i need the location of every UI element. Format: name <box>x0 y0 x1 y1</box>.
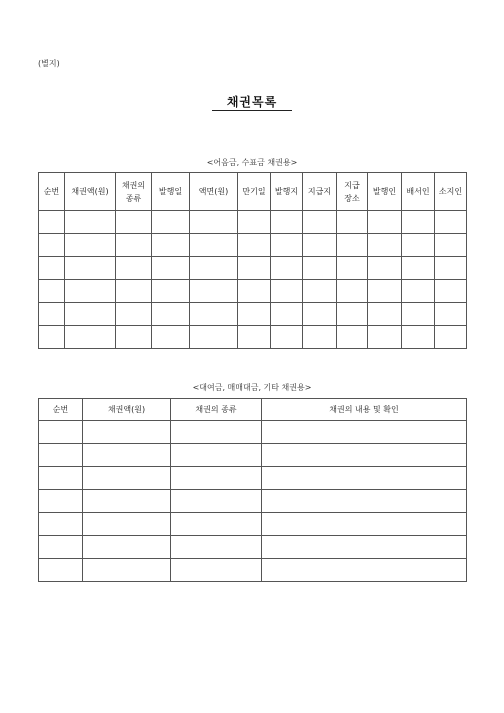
table-cell[interactable] <box>65 257 116 280</box>
table-cell[interactable] <box>65 303 116 326</box>
table-cell[interactable] <box>271 303 303 326</box>
table-cell[interactable] <box>39 303 65 326</box>
header-place-of-issue: 발행지 <box>271 173 303 211</box>
header-claim-type: 채권의 종류 <box>116 173 152 211</box>
table-cell[interactable] <box>238 211 271 234</box>
header-claim-amount: 채권액(원) <box>65 173 116 211</box>
table-cell[interactable] <box>39 234 65 257</box>
table-cell[interactable] <box>39 326 65 349</box>
table-cell[interactable] <box>39 257 65 280</box>
table-cell[interactable] <box>368 303 402 326</box>
table-cell[interactable] <box>303 326 337 349</box>
table-cell[interactable] <box>116 303 152 326</box>
table-header-row <box>39 173 467 211</box>
table-cell[interactable] <box>190 257 238 280</box>
table-cell[interactable] <box>83 444 171 467</box>
table-cell[interactable] <box>435 257 467 280</box>
table-cell[interactable] <box>190 234 238 257</box>
table-cell[interactable] <box>238 303 271 326</box>
table-cell[interactable] <box>116 280 152 303</box>
table-row <box>39 467 467 490</box>
table-cell[interactable] <box>171 513 262 536</box>
table-cell[interactable] <box>435 303 467 326</box>
table-row <box>39 280 467 303</box>
table-cell[interactable] <box>271 234 303 257</box>
table-cell[interactable] <box>337 303 368 326</box>
table-cell[interactable] <box>171 467 262 490</box>
attachment-label: (별지) <box>38 59 60 68</box>
table-cell[interactable] <box>262 444 467 467</box>
table-cell[interactable] <box>39 211 65 234</box>
table-row <box>39 536 467 559</box>
table-cell[interactable] <box>152 326 190 349</box>
table-cell[interactable] <box>238 257 271 280</box>
table-cell[interactable] <box>152 303 190 326</box>
table-cell[interactable] <box>39 536 83 559</box>
table-header-row <box>39 399 467 421</box>
table-cell[interactable] <box>39 421 83 444</box>
table-cell[interactable] <box>262 421 467 444</box>
table-cell[interactable] <box>271 211 303 234</box>
table-cell[interactable] <box>190 303 238 326</box>
table-cell[interactable] <box>337 234 368 257</box>
header-holder: 소지인 <box>435 173 467 211</box>
table-cell[interactable] <box>65 211 116 234</box>
header-issue-date: 발행일 <box>152 173 190 211</box>
table-cell[interactable] <box>171 559 262 582</box>
table-cell[interactable] <box>116 326 152 349</box>
table-cell[interactable] <box>39 513 83 536</box>
table-cell[interactable] <box>171 536 262 559</box>
table-row <box>39 257 467 280</box>
table-row <box>39 490 467 513</box>
table-cell[interactable] <box>83 421 171 444</box>
table-cell[interactable] <box>190 326 238 349</box>
header-maturity-date: 만기일 <box>238 173 271 211</box>
header-claim-amount: 채권액(원) <box>83 399 171 421</box>
table-cell[interactable] <box>116 257 152 280</box>
table-cell[interactable] <box>402 234 435 257</box>
table-cell[interactable] <box>262 513 467 536</box>
table-cell[interactable] <box>171 490 262 513</box>
table-row <box>39 444 467 467</box>
table-cell[interactable] <box>368 234 402 257</box>
table-cell[interactable] <box>116 234 152 257</box>
table-cell[interactable] <box>435 280 467 303</box>
table-row <box>39 234 467 257</box>
table-cell[interactable] <box>402 280 435 303</box>
section2-caption: <대여금, 매매대금, 기타 채권용> <box>192 383 312 392</box>
header-face-value: 액면(원) <box>190 173 238 211</box>
table-cell[interactable] <box>271 280 303 303</box>
table-row <box>39 421 467 444</box>
table-cell[interactable] <box>39 467 83 490</box>
table-cell[interactable] <box>152 234 190 257</box>
table-cell[interactable] <box>39 280 65 303</box>
loan-sales-claims-table <box>38 398 467 582</box>
table-cell[interactable] <box>83 559 171 582</box>
header-claim-details: 채권의 내용 및 확인 <box>262 399 467 421</box>
table-cell[interactable] <box>238 326 271 349</box>
table-cell[interactable] <box>83 536 171 559</box>
table-cell[interactable] <box>303 303 337 326</box>
table-cell[interactable] <box>402 257 435 280</box>
table-cell[interactable] <box>368 280 402 303</box>
table-cell[interactable] <box>65 326 116 349</box>
header-sequence: 순번 <box>39 173 65 211</box>
table-cell[interactable] <box>303 280 337 303</box>
table-row <box>39 303 467 326</box>
table-cell[interactable] <box>303 257 337 280</box>
table-cell[interactable] <box>262 536 467 559</box>
table-cell[interactable] <box>116 211 152 234</box>
section1-caption: <어음금, 수표금 채권용> <box>206 158 298 167</box>
table-cell[interactable] <box>435 211 467 234</box>
table-cell[interactable] <box>152 257 190 280</box>
table-cell[interactable] <box>337 257 368 280</box>
table-cell[interactable] <box>39 444 83 467</box>
table-cell[interactable] <box>83 467 171 490</box>
table-cell[interactable] <box>171 421 262 444</box>
table-cell[interactable] <box>83 513 171 536</box>
table-row <box>39 559 467 582</box>
table-cell[interactable] <box>303 234 337 257</box>
table-cell[interactable] <box>402 326 435 349</box>
table-row <box>39 211 467 234</box>
table-cell[interactable] <box>368 326 402 349</box>
table-cell[interactable] <box>152 280 190 303</box>
table-cell[interactable] <box>303 211 337 234</box>
table-cell[interactable] <box>262 490 467 513</box>
table-cell[interactable] <box>171 444 262 467</box>
table-row <box>39 513 467 536</box>
header-claim-type: 채권의 종류 <box>171 399 262 421</box>
table-cell[interactable] <box>271 257 303 280</box>
table-cell[interactable] <box>337 211 368 234</box>
header-issuer: 발행인 <box>368 173 402 211</box>
table-cell[interactable] <box>190 211 238 234</box>
table-cell[interactable] <box>368 211 402 234</box>
document-title: 채권목록 <box>226 95 278 109</box>
table-cell[interactable] <box>402 211 435 234</box>
table-cell[interactable] <box>402 303 435 326</box>
table-row <box>39 326 467 349</box>
table-cell[interactable] <box>152 211 190 234</box>
title-underline <box>212 110 292 111</box>
table-cell[interactable] <box>368 257 402 280</box>
header-sequence: 순번 <box>39 399 83 421</box>
table-cell[interactable] <box>271 326 303 349</box>
table-cell[interactable] <box>435 326 467 349</box>
promissory-note-claims-table <box>38 172 467 349</box>
table-cell[interactable] <box>39 559 83 582</box>
table-cell[interactable] <box>337 326 368 349</box>
table-cell[interactable] <box>337 280 368 303</box>
table-cell[interactable] <box>65 280 116 303</box>
header-payment-location: 지급 장소 <box>337 173 368 211</box>
table-cell[interactable] <box>435 234 467 257</box>
table-cell[interactable] <box>262 559 467 582</box>
table-cell[interactable] <box>65 234 116 257</box>
table-cell[interactable] <box>262 467 467 490</box>
table-cell[interactable] <box>190 280 238 303</box>
table-cell[interactable] <box>83 490 171 513</box>
header-place-of-payment: 지급지 <box>303 173 337 211</box>
header-endorser: 배서인 <box>402 173 435 211</box>
table-cell[interactable] <box>238 280 271 303</box>
table-cell[interactable] <box>39 490 83 513</box>
table-cell[interactable] <box>238 234 271 257</box>
